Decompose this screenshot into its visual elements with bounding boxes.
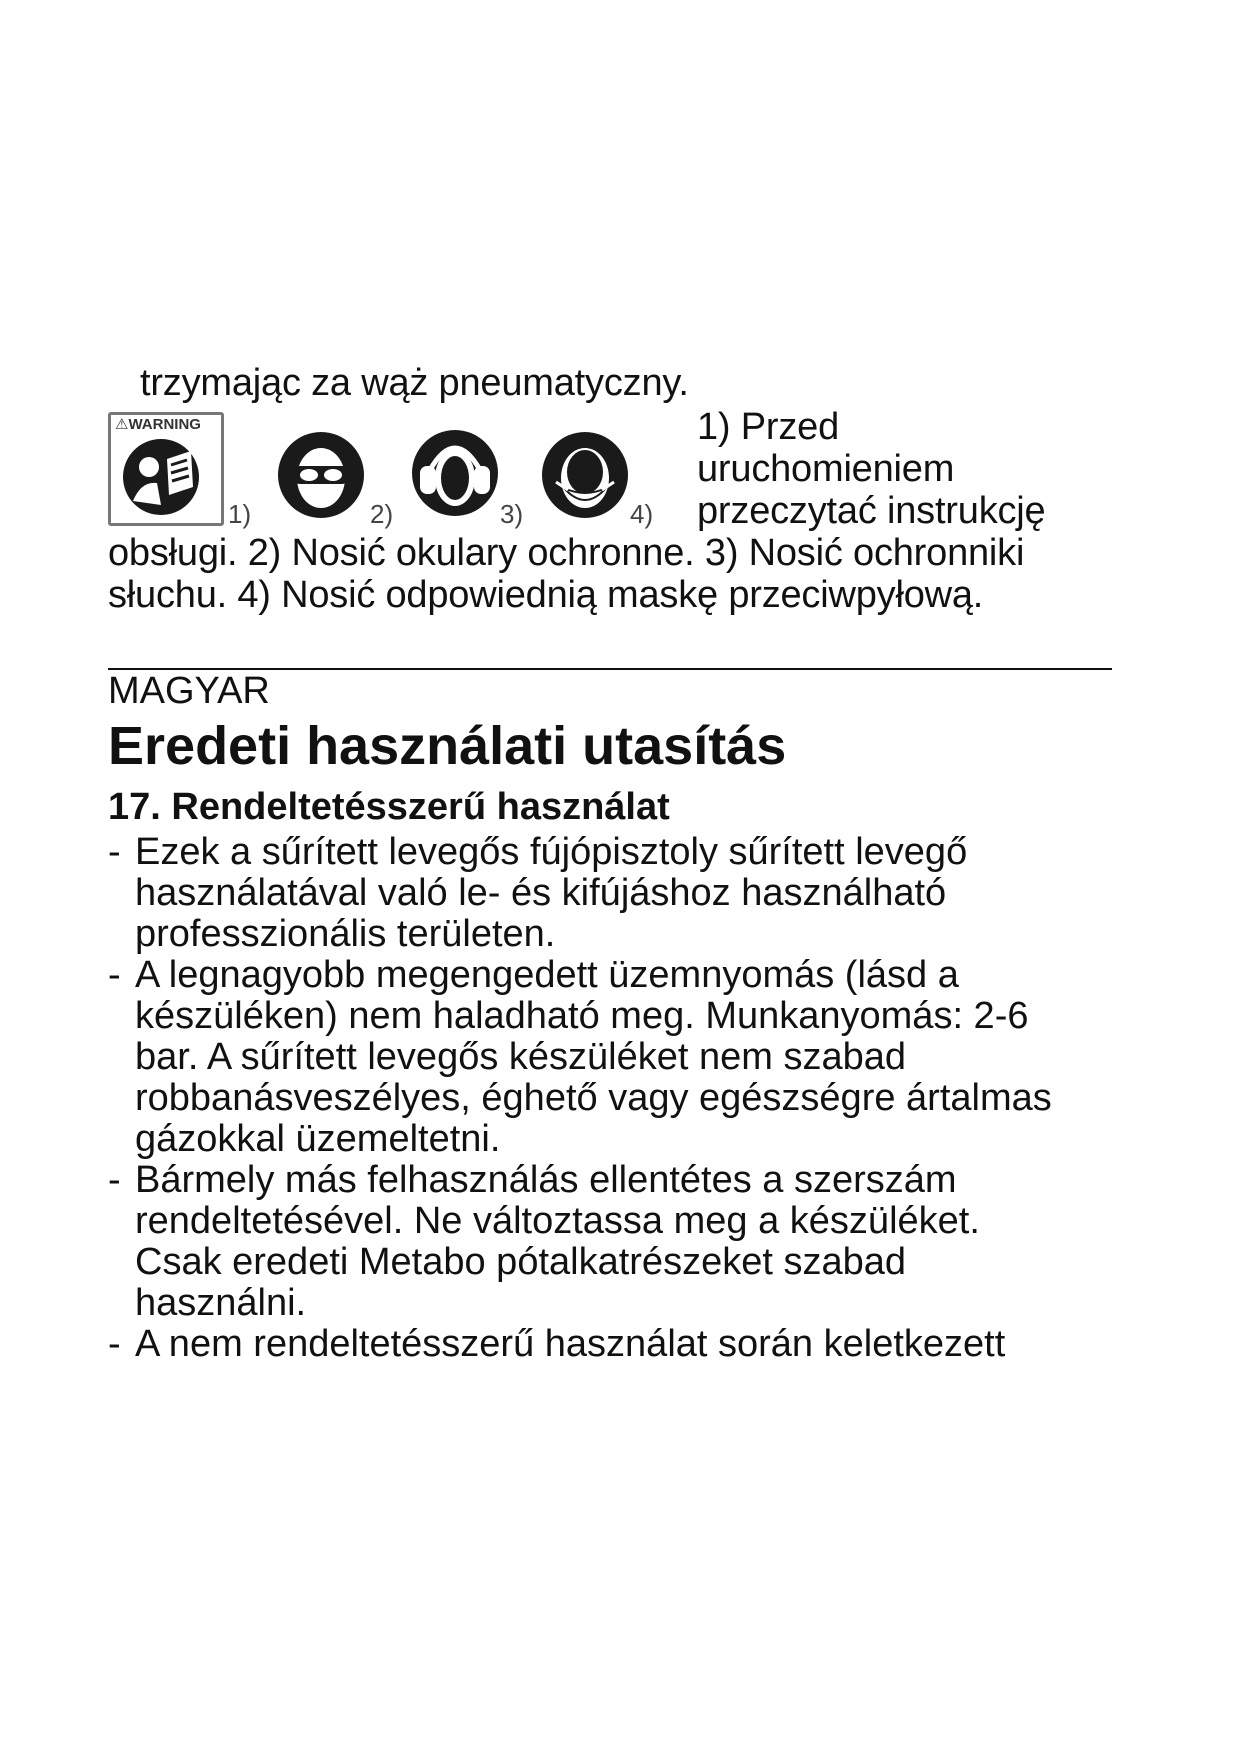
icon-number-4: 4)	[630, 499, 654, 529]
dust-mask-icon	[542, 432, 628, 518]
bullet-line: A nem rendeltetésszerű használat során keletkezett	[135, 1323, 1006, 1365]
text-line-4: przeczytać instrukcję	[697, 490, 1046, 532]
bullet-line: Ezek a sűrített levegős fújópisztoly sűrített levegő	[135, 831, 968, 873]
icon-number-1: 1)	[228, 499, 252, 529]
bullet-line: professzionális területen.	[135, 913, 556, 955]
bullet-line: robbanásveszélyes, éghető vagy egészségre ártalmas	[135, 1077, 1052, 1119]
bullet-line: bar. A sűrített levegős készüléket nem szabad	[135, 1036, 907, 1078]
dust-mask-glyph	[542, 432, 628, 518]
bullet-item-2	[108, 955, 1148, 1160]
bullet-line: készüléken) nem haladható meg. Munkanyomás: 2-6	[135, 995, 1029, 1037]
bullet-line: használni.	[135, 1282, 307, 1324]
bullet-line: Bármely más felhasználás ellentétes a szerszám	[135, 1159, 957, 1201]
bullet-dash: -	[108, 831, 121, 873]
text-line-1: trzymając za wąż pneumatyczny.	[140, 362, 689, 404]
ear-protection-icon	[412, 430, 498, 516]
bullet-line: használatával való le- és kifújáshoz használható	[135, 872, 947, 914]
bullet-item-4	[108, 1324, 1148, 1365]
text-line-2: 1) Przed	[697, 406, 840, 448]
text-line-3: uruchomieniem	[697, 448, 955, 490]
bullet-line: gázokkal üzemeltetni.	[135, 1118, 501, 1160]
bullet-line: rendeltetésével. Ne változtassa meg a készüléket.	[135, 1200, 980, 1242]
bullet-line: A legnagyobb megengedett üzemnyomás (lásd a	[135, 954, 959, 996]
ear-protector-glyph	[412, 430, 498, 516]
text-line-5: obsługi. 2) Nosić okulary ochronne. 3) Nosić ochronniki	[108, 532, 1025, 574]
icon-number-2: 2)	[370, 499, 394, 529]
text-line-6: słuchu. 4) Nosić odpowiednią maskę przeciwpyłową.	[108, 574, 984, 616]
bullet-line: Csak eredeti Metabo pótalkatrészeket szabad	[135, 1241, 906, 1283]
bullet-dash: -	[108, 1323, 121, 1365]
language-label: MAGYAR	[108, 670, 270, 712]
safety-goggles-icon	[278, 432, 364, 518]
bullet-dash: -	[108, 954, 121, 996]
bullet-item-3	[108, 1160, 1148, 1324]
warning-label: ⚠WARNING	[115, 416, 201, 433]
goggles-glyph	[278, 432, 364, 518]
page-title: Eredeti használati utasítás	[108, 716, 787, 776]
section-heading: 17. Rendeltetésszerű használat	[108, 786, 670, 828]
icon-number-3: 3)	[500, 499, 524, 529]
read-manual-icon	[111, 415, 221, 523]
bullet-dash: -	[108, 1159, 121, 1201]
safety-icons-row	[108, 412, 668, 532]
bullet-item-1	[108, 832, 1148, 955]
read-manual-warning-icon	[108, 412, 224, 526]
